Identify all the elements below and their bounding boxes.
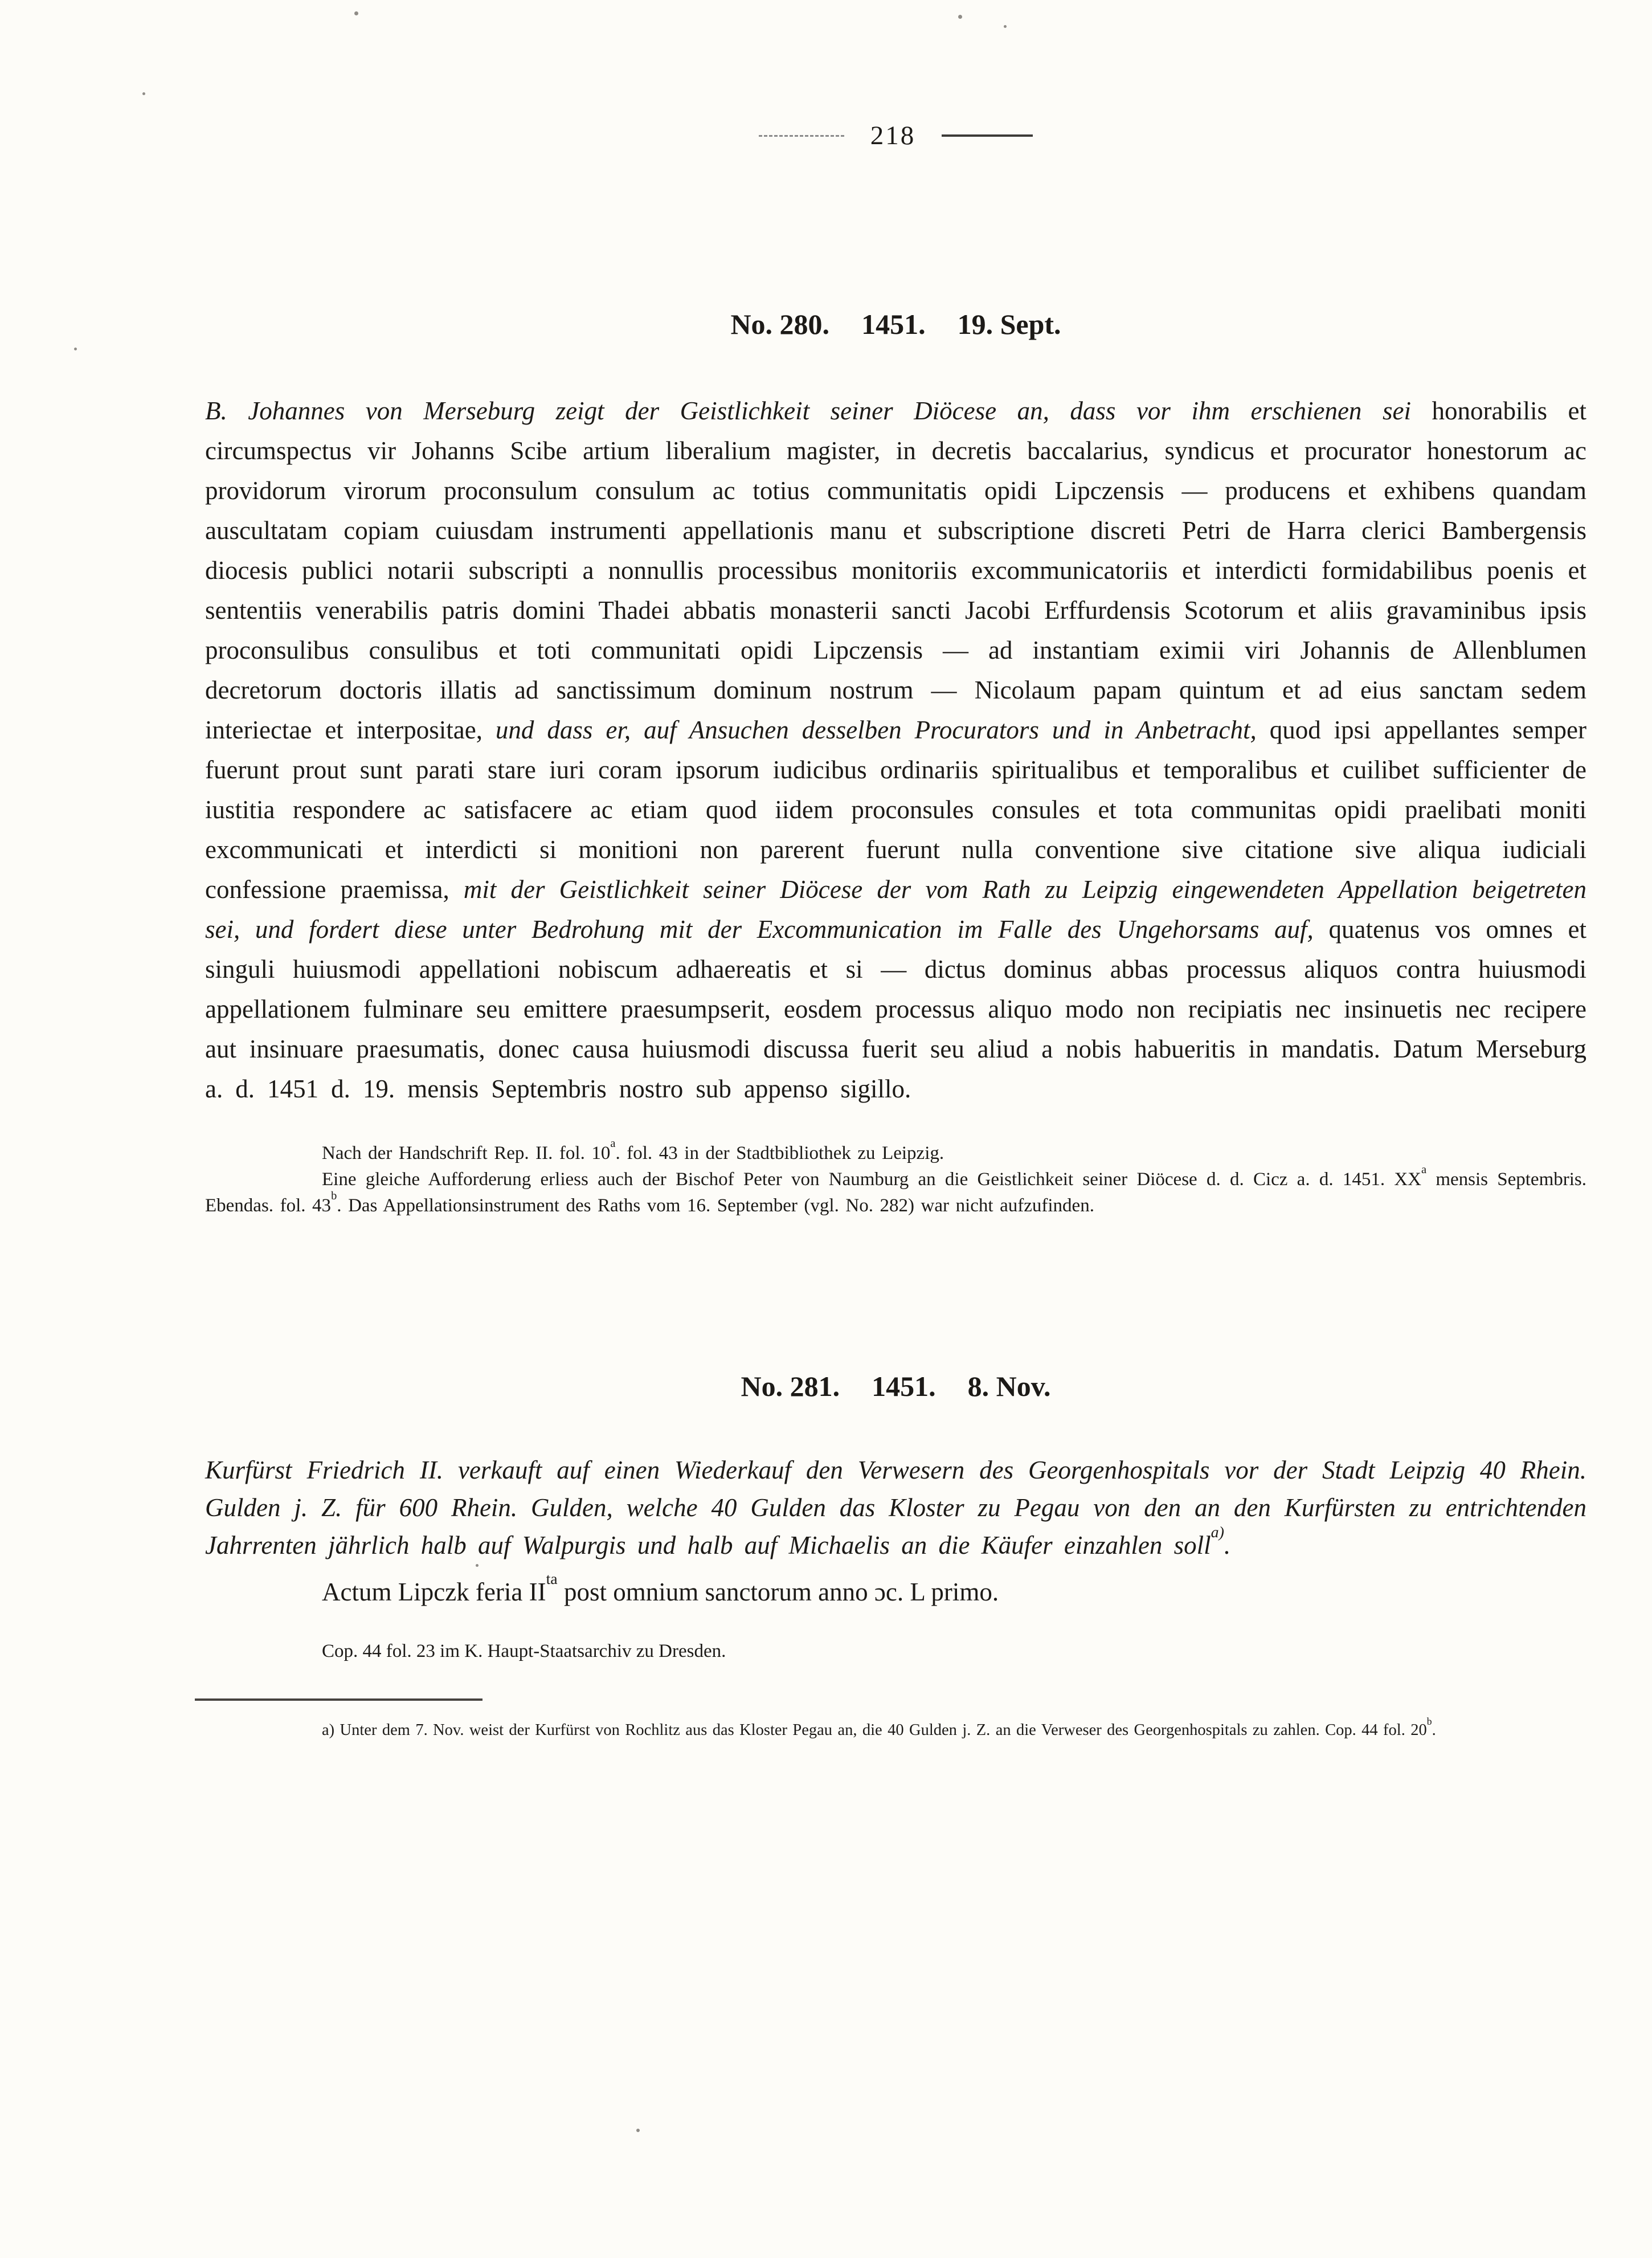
entry-280-heading [205, 308, 1586, 341]
scan-speck [636, 2129, 640, 2132]
scan-speck [74, 348, 77, 350]
entry-281-summary [205, 1451, 1586, 1564]
regest-german-segment-2: und dass er, auf Ansuchen desselben Procurators und in Anbetracht, [495, 716, 1270, 744]
latin-segment-3: quatenus vos omnes et singuli huiusmodi appellationi nobiscum adhaereatis et si — dictus dominus abbas processus aliquos contra huiusmodi appellationem fulminare seu emittere praesumpserit, eosdem processus aliquo modo non recipiatis nec insinuetis nec recipere aut insinuare praesumatis, donec causa huiusmodi discussa fuerit seu aliud a nobis habueritis in mandatis. Datum Merseburg a. d. 1451 d. 19. mensis Septembris nostro sub appenso sigillo. [205, 915, 1586, 1103]
entry-280-year: 1451. [861, 308, 926, 340]
footnote-text-end: . [1432, 1721, 1436, 1739]
scan-speck [142, 92, 145, 95]
actum-text-end: post omnium sanctorum anno ɔc. L primo. [557, 1578, 999, 1606]
note-2-superscript-b: b [331, 1189, 337, 1202]
entry-281-actum [205, 1572, 1586, 1612]
note-2-superscript-a: a [1421, 1163, 1427, 1176]
scan-speck [1004, 25, 1007, 28]
header-left-rule [759, 135, 844, 137]
note-2-text-cont: mensis Septembris. Ebendas. fol. 43 [205, 1169, 1586, 1216]
page-number: 218 [870, 121, 916, 150]
scan-speck [354, 11, 358, 15]
summary-footnote-marker: a) [1211, 1524, 1224, 1542]
regest-german-segment-3: mit der Geistlichkeit seiner Diöcese der vom Rath zu Leipzig eingewendeten Appellation beigetreten sei, und fordert diese unter Bedrohung mit der Excommunication im Falle des Ungehorsams auf, [205, 875, 1586, 944]
note-2-text-end: . Das Appellationsinstrument des Raths vom 16. September (vgl. No. 282) war nicht aufzufinden. [337, 1195, 1094, 1216]
summary-text: Kurfürst Friedrich II. verkauft auf einen Wiederkauf den Verwesern des Georgenhospitals vor der Stadt Leipzig 40 Rhein. Gulden j. Z. für 600 Rhein. Gulden, welche 40 Gulden das Kloster zu Pegau von den an den Kurfürsten zu entrichtenden Jahrrenten jährlich halb auf Walpurgis und halb auf Michaelis an die Käufer einzahlen soll [205, 1456, 1586, 1559]
note-1-text-cont: . fol. 43 in der Stadtbibliothek zu Leipzig. [615, 1143, 944, 1163]
actum-superscript-ta: ta [546, 1570, 558, 1589]
note-1-text: Nach der Handschrift Rep. II. fol. 10 [322, 1143, 611, 1163]
entry-281-heading [205, 1370, 1586, 1403]
latin-segment-2: quod ipsi appellantes semper fuerunt prout sunt parati stare iuri coram ipsorum iudicibus ordinariis spiritualibus et temporalibus et cuilibet sufficienter de iustitia respondere ac satisfacere ac etiam quod iidem proconsules consules et tota communitas opidi praelibati moniti excommunicati et interdicti si monitioni non parerent fuerunt nulla conventione sive citatione sive aliqua iudiciali confessione praemissa, [205, 716, 1586, 904]
scan-speck [476, 1564, 479, 1567]
entry-281-number: No. 281. [741, 1370, 840, 1402]
entry-280-body [205, 391, 1586, 1109]
source-note-1 [205, 1137, 1586, 1166]
header-right-rule [942, 134, 1033, 137]
entry-280-number: No. 280. [730, 308, 830, 340]
page-header [205, 120, 1586, 152]
entry-280-notes [205, 1137, 1586, 1219]
scan-speck [958, 15, 962, 19]
note-1-superscript-a: a [610, 1137, 616, 1150]
regest-german-segment-1: B. Johannes von Merseburg zeigt der Geistlichkeit seiner Diöcese an, dass vor ihm erschienen sei [205, 397, 1432, 425]
source-note-2 [205, 1163, 1586, 1219]
entry-281-source: Cop. 44 fol. 23 im K. Haupt-Staatsarchiv zu Dresden. [322, 1641, 726, 1661]
entry-281-year: 1451. [872, 1370, 936, 1402]
entry-281 [205, 1370, 1586, 1742]
footnote-a [205, 1715, 1586, 1742]
footnote-separator [195, 1698, 482, 1701]
entry-281-date: 8. Nov. [967, 1370, 1051, 1402]
footnote-text: a) Unter dem 7. Nov. weist der Kurfürst von Rochlitz aus das Kloster Pegau an, die 40 Gulden j. Z. an die Verweser des Georgenhospitals zu zahlen. Cop. 44 fol. 20 [322, 1721, 1427, 1739]
summary-text-end: . [1224, 1531, 1231, 1559]
latin-segment-1: honorabilis et circumspectus vir Johanns Scibe artium liberalium magister, in decretis baccalarius, syndicus et procurator honestorum ac providorum virorum proconsulum consulum ac totius communitatis opidi Lipczensis — producens et exhibens quandam auscultatam copiam cuiusdam instrumenti appellationis manu et subscriptione discreti Petri de Harra clerici Bambergensis diocesis publici notarii subscripti a nonnullis processibus monitoriis excommunicatoriis et interdicti formidabilibus poenis et sententiis venerabilis patris domini Thadei abbatis monasterii sancti Jacobi Erffurdensis Scotorum et aliis gravaminibus ipsis proconsulibus consulibus et toti communitati opidi Lipczensis — ad instantiam eximii viri Johannis de Allenblumen decretorum doctoris illatis ad sanctissimum dominum nostrum — Nicolaum papam quintum et ad eius sanctam sedem interiectae et interpositae, [205, 397, 1586, 744]
footnote-superscript-b: b [1426, 1715, 1432, 1727]
note-2-text: Eine gleiche Aufforderung erliess auch der Bischof Peter von Naumburg an die Geistlichkeit seiner Diöcese d. d. Cicz a. d. 1451. XX [322, 1169, 1421, 1190]
entry-280-date: 19. Sept. [957, 308, 1061, 340]
actum-text: Actum Lipczk feria II [322, 1578, 546, 1606]
entry-280 [205, 308, 1586, 1219]
